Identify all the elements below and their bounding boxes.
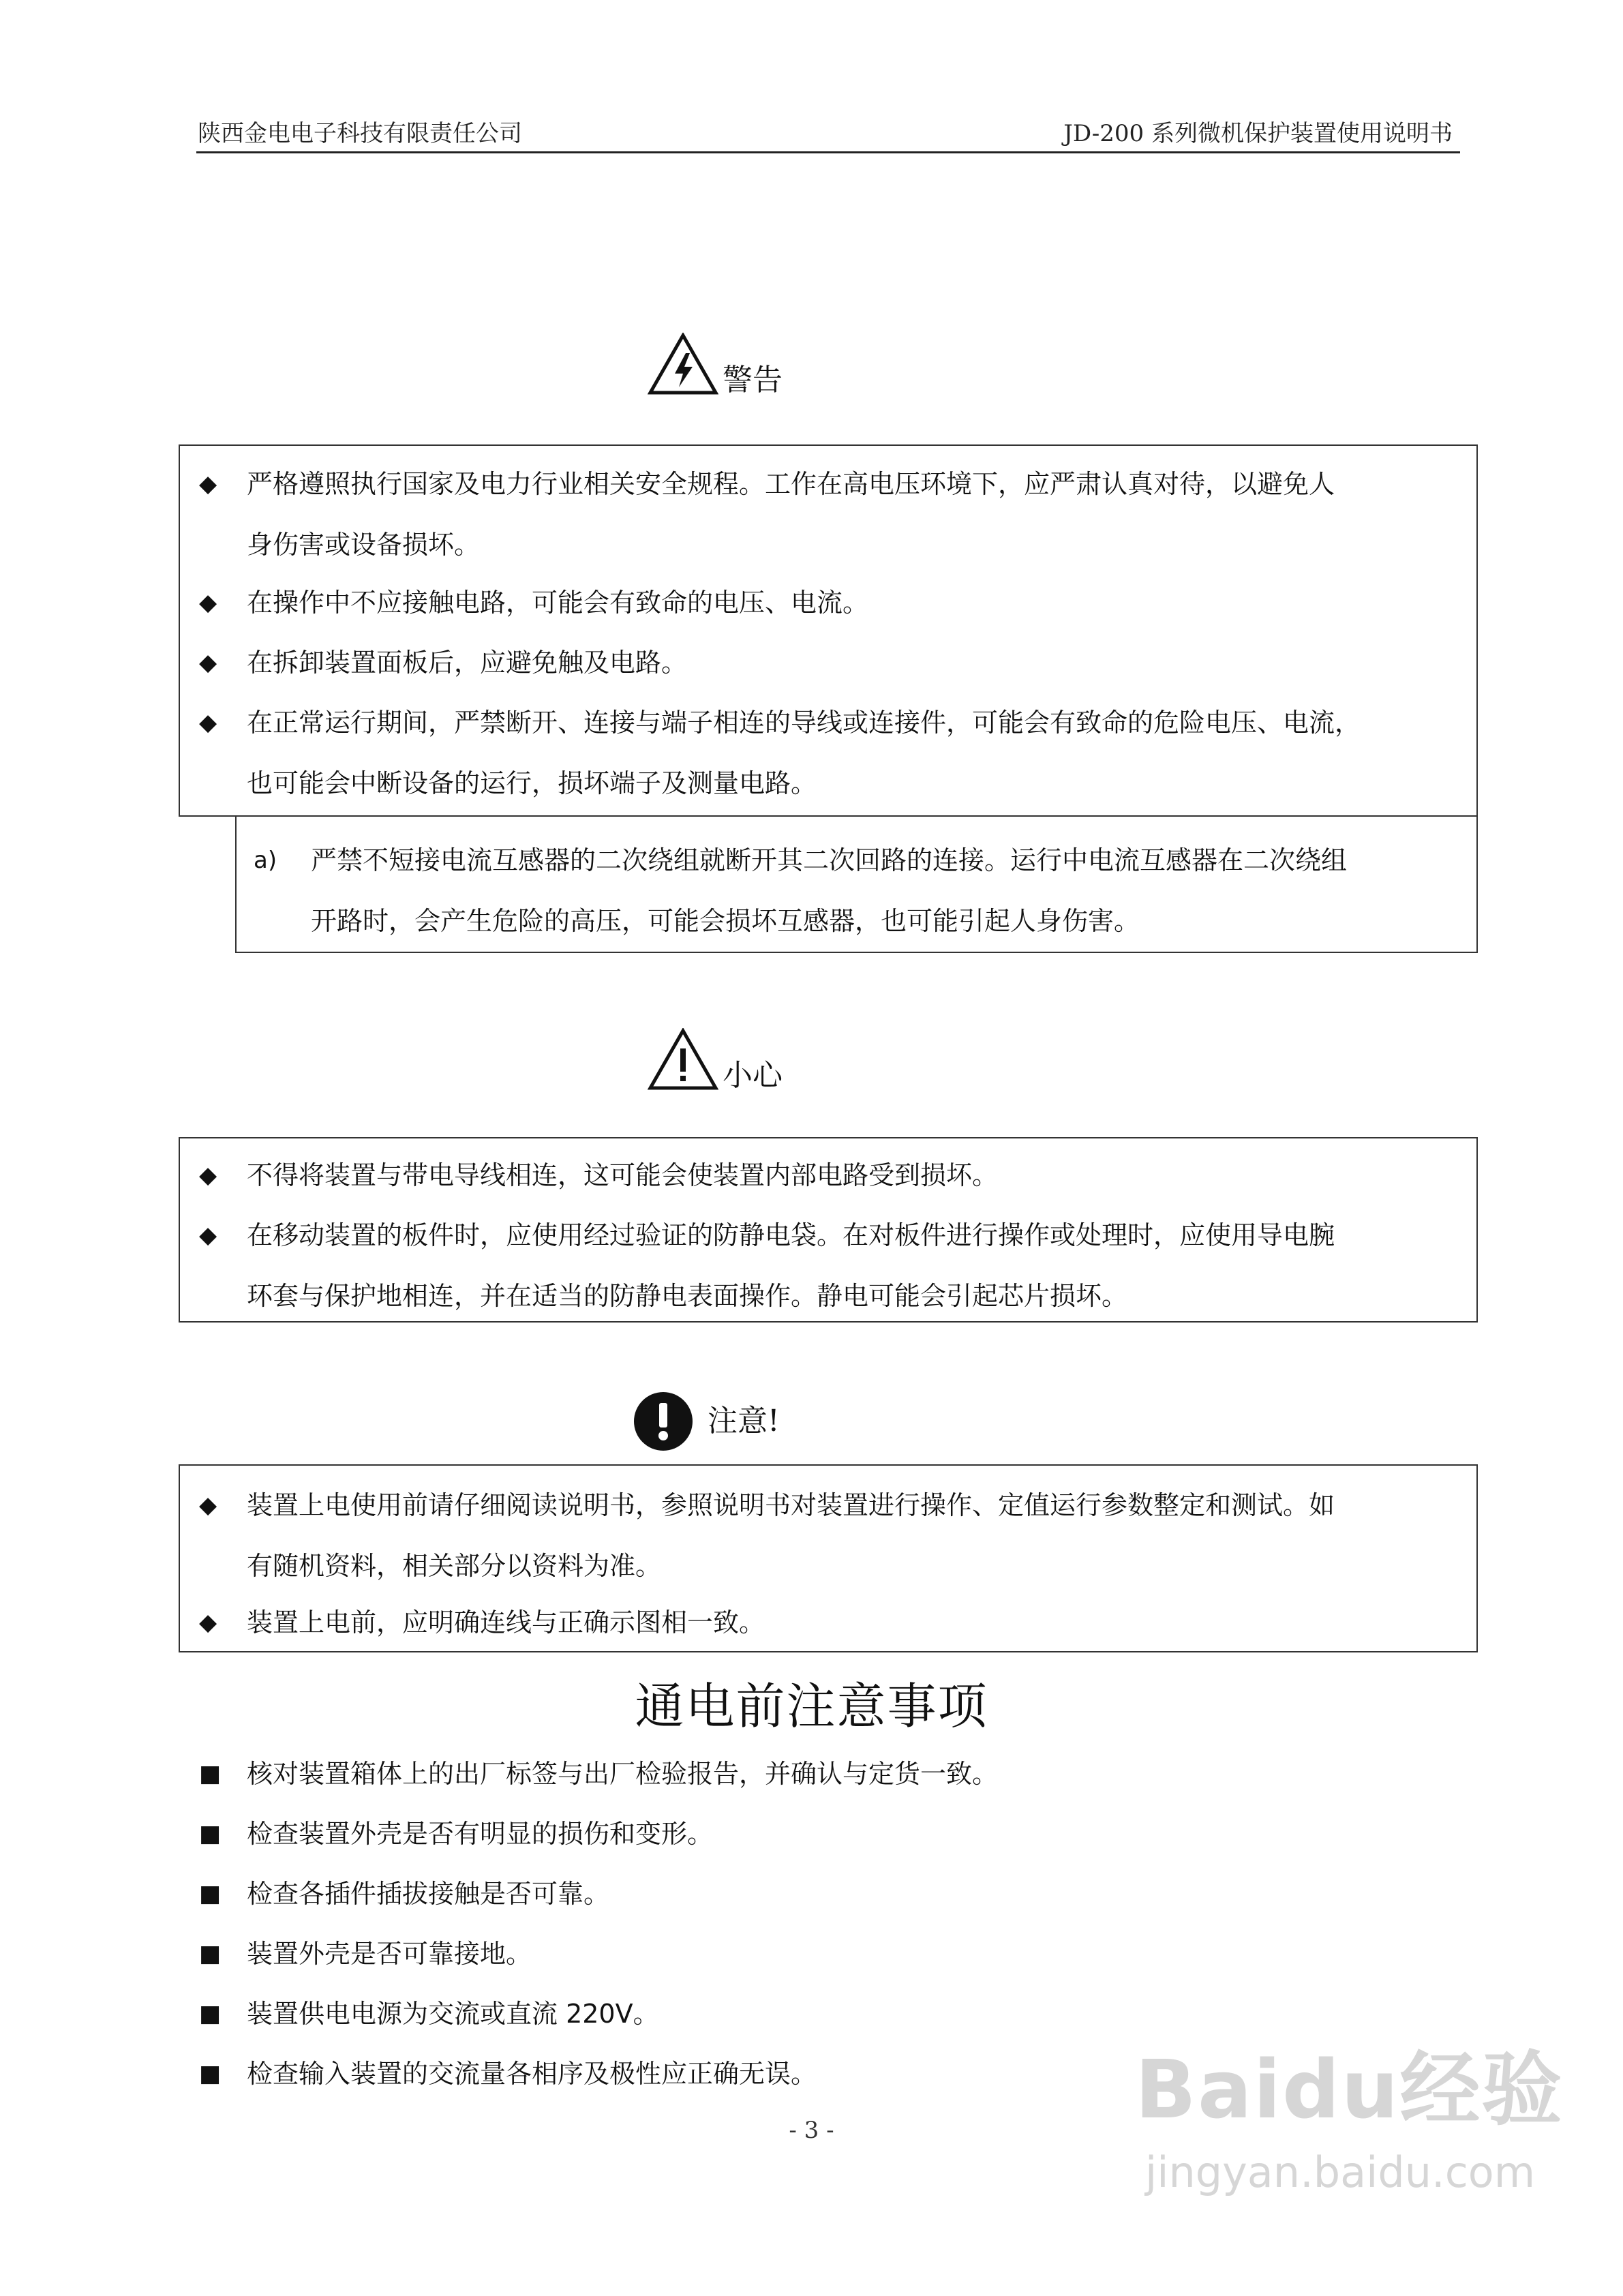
list-item-text: 检查输入装置的交流量各相序及极性应正确无误。 xyxy=(247,2059,817,2089)
list-item-text: 有随机资料，相关部分以资料为准。 xyxy=(247,1551,662,1581)
square-bullet-icon: ■ xyxy=(199,1820,222,1847)
notice-heading-label: 注意! xyxy=(708,1404,780,1438)
list-item xyxy=(199,1939,532,1969)
list-item-text: 在拆卸装置面板后，应避免触及电路。 xyxy=(247,648,688,678)
list-item xyxy=(199,1999,659,2029)
section-title: 通电前注意事项 xyxy=(635,1678,988,1735)
list-item xyxy=(199,588,868,618)
header-manual-title: JD-200 系列微机保护装置使用说明书 xyxy=(1063,120,1453,147)
exclamation-circle-icon xyxy=(633,1391,694,1452)
list-item xyxy=(199,2059,817,2089)
diamond-bullet-icon: ◆ xyxy=(199,1162,217,1189)
list-item-text: 在移动装置的板件时，应使用经过验证的防静电袋。在对板件进行操作或处理时，应使用导电腕 xyxy=(247,1220,1335,1250)
warning-heading xyxy=(648,333,783,395)
header-divider xyxy=(196,151,1460,153)
watermark-brand: Baidu经验 xyxy=(1135,2042,1564,2136)
diamond-bullet-icon: ◆ xyxy=(199,1492,217,1519)
list-item-text: 环套与保护地相连，并在适当的防静电表面操作。静电可能会引起芯片损坏。 xyxy=(247,1281,1128,1311)
diamond-bullet-icon: ◆ xyxy=(199,589,217,616)
header-company: 陕西金电电子科技有限责任公司 xyxy=(198,120,522,147)
diamond-bullet-icon: ◆ xyxy=(199,709,217,736)
list-item xyxy=(199,1160,998,1190)
diamond-bullet-icon: ◆ xyxy=(199,1222,217,1249)
sub-item-text: 严禁不短接电流互感器的二次绕组就断开其二次回路的连接。运行中电流互感器在二次绕组 xyxy=(311,845,1348,875)
list-item xyxy=(199,1607,765,1637)
square-bullet-icon: ■ xyxy=(199,2060,222,2087)
square-bullet-icon: ■ xyxy=(199,1880,222,1907)
list-item-text: 也可能会中断设备的运行，损坏端子及测量电路。 xyxy=(247,768,817,798)
warning-heading-label: 警告 xyxy=(723,363,783,397)
square-bullet-icon: ■ xyxy=(199,2000,222,2027)
diamond-bullet-icon: ◆ xyxy=(199,470,217,498)
notice-heading xyxy=(633,1391,780,1452)
page-number: - 3 - xyxy=(789,2117,834,2144)
list-item xyxy=(199,1819,713,1849)
sub-list-item xyxy=(254,845,1347,936)
sub-item-marker: a) xyxy=(254,847,277,874)
list-item-text: 在操作中不应接触电路，可能会有致命的电压、电流。 xyxy=(247,588,869,618)
list-item-text: 检查各插件插拔接触是否可靠。 xyxy=(247,1879,610,1909)
list-item xyxy=(199,1220,1335,1311)
list-item xyxy=(199,648,687,678)
list-item-text: 在正常运行期间，严禁断开、连接与端子相连的导线或连接件，可能会有致命的危险电压、电流， xyxy=(247,708,1361,738)
list-item-text: 装置外壳是否可靠接地。 xyxy=(247,1939,532,1969)
list-item xyxy=(199,1879,609,1909)
list-item-text: 装置上电使用前请仔细阅读说明书，参照说明书对装置进行操作、定值运行参数整定和测试。如 xyxy=(247,1490,1335,1520)
list-item-text: 身伤害或设备损坏。 xyxy=(247,530,481,560)
sub-item-text: 开路时，会产生危险的高压，可能会损坏互感器，也可能引起人身伤害。 xyxy=(311,906,1140,936)
caution-heading xyxy=(648,1028,783,1091)
list-item-text: 装置上电前，应明确连线与正确示图相一致。 xyxy=(247,1607,765,1637)
square-bullet-icon: ■ xyxy=(199,1760,222,1787)
list-item xyxy=(199,1490,1335,1581)
diamond-bullet-icon: ◆ xyxy=(199,1609,217,1636)
caution-heading-label: 小心 xyxy=(723,1058,783,1093)
caution-triangle-icon xyxy=(648,1028,718,1091)
watermark-url: jingyan.baidu.com xyxy=(1145,2147,1536,2197)
list-item xyxy=(199,469,1335,560)
list-item-text: 不得将装置与带电导线相连，这可能会使装置内部电路受到损坏。 xyxy=(247,1160,999,1190)
list-item xyxy=(199,1759,998,1789)
high-voltage-icon xyxy=(648,333,718,395)
list-item-text: 检查装置外壳是否有明显的损伤和变形。 xyxy=(247,1819,714,1849)
square-bullet-icon: ■ xyxy=(199,1940,222,1967)
list-item-text: 核对装置箱体上的出厂标签与出厂检验报告，并确认与定货一致。 xyxy=(247,1759,999,1789)
list-item xyxy=(199,708,1361,798)
list-item-text: 严格遵照执行国家及电力行业相关安全规程。工作在高电压环境下，应严肃认真对待，以避免人 xyxy=(247,469,1335,499)
list-item-text: 装置供电电源为交流或直流 220V。 xyxy=(247,1999,659,2029)
diamond-bullet-icon: ◆ xyxy=(199,649,217,676)
